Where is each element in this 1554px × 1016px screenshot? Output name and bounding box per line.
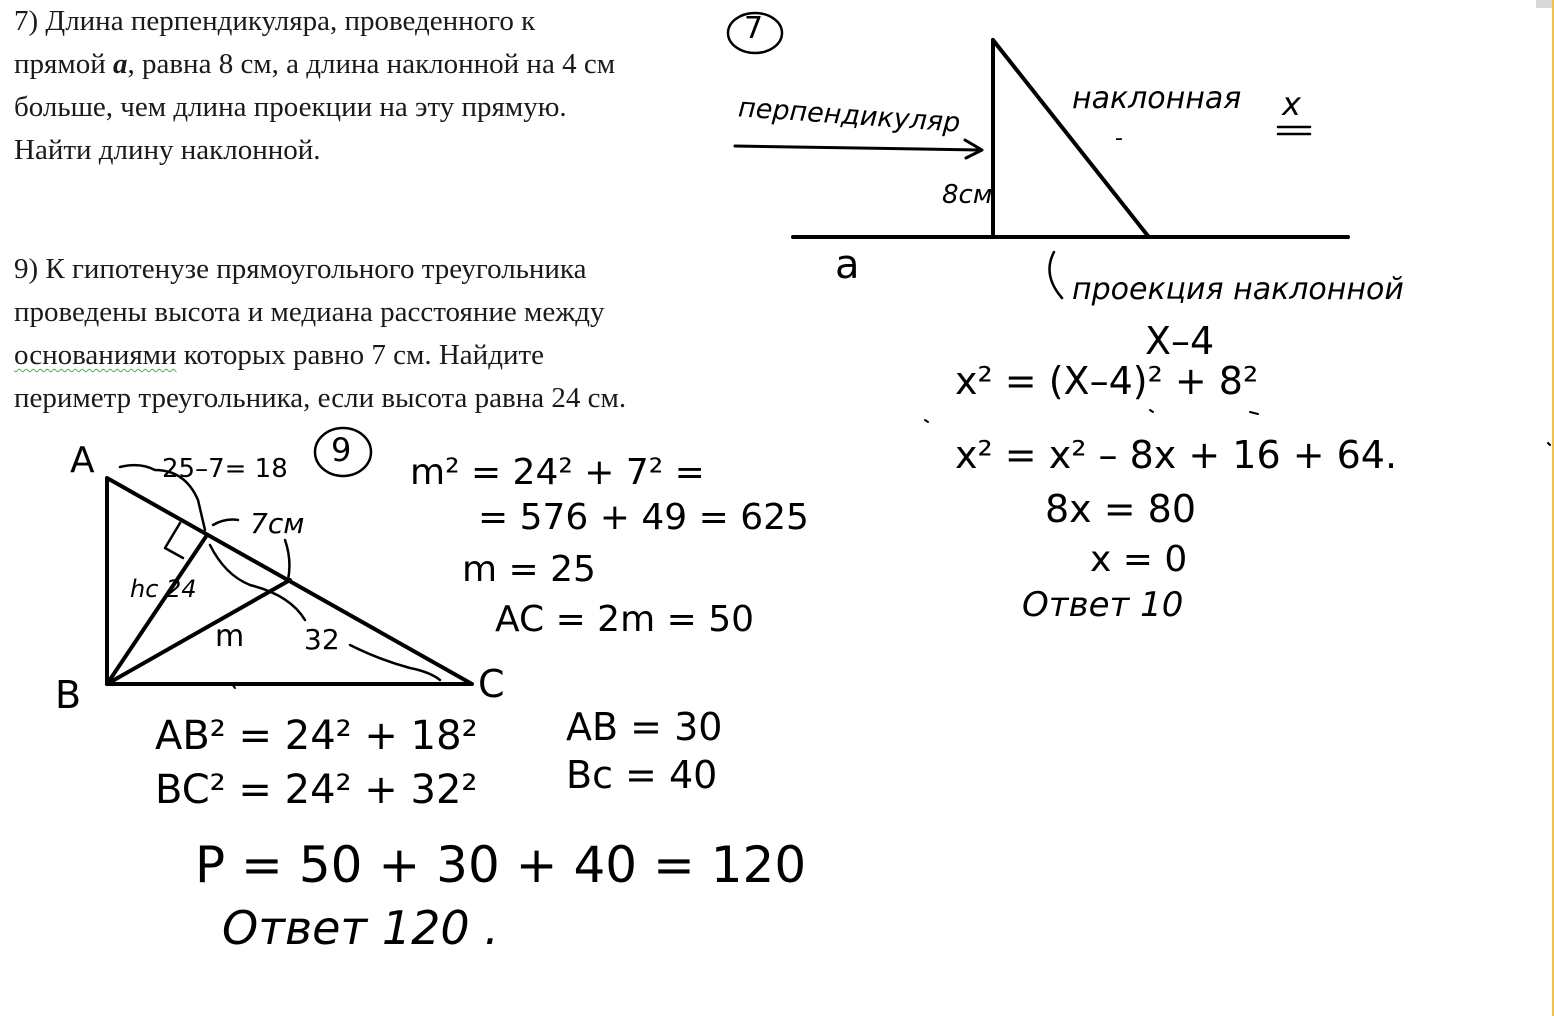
median-label: m — [215, 619, 245, 654]
answer-9: Ответ 120 . — [222, 901, 499, 955]
circle-9-label: 9 — [331, 431, 352, 469]
vertex-b-label: B — [55, 673, 82, 717]
problem-9-line-3b: которых равно 7 см. Найдите — [176, 339, 545, 371]
segment-7-label: 7см — [250, 507, 305, 540]
segment-18-label: 25–7= 18 — [162, 454, 288, 484]
equation-9-4: AC = 2m = 50 — [495, 599, 755, 640]
inclined-x-label: x — [1282, 85, 1301, 123]
bc-value: Bc = 40 — [566, 753, 718, 797]
line-a-handwritten: a — [835, 242, 860, 288]
equation-9-3: m = 25 — [462, 549, 596, 590]
inclined-segment — [993, 40, 1148, 236]
problem-7-line-1: 7) Длина перпендикуляра, проведенного к — [14, 5, 536, 37]
projection-label: проекция наклонной — [1072, 272, 1404, 307]
perimeter-equation: P = 50 + 30 + 40 = 120 — [195, 836, 807, 894]
perpendicular-arrow — [735, 140, 982, 158]
circle-7-label: 7 — [744, 11, 764, 46]
equation-7-2: x² = x² – 8x + 16 + 64. — [955, 433, 1398, 477]
problem-7-line-3: больше, чем длина проекции на эту прямую. — [14, 91, 567, 123]
x-double-underline — [1278, 127, 1310, 134]
eight-cm-label: 8см — [942, 180, 993, 210]
equation-7-1: x² = (X–4)² + 8² — [955, 359, 1259, 403]
equation-7-3: 8x = 80 — [1045, 487, 1197, 531]
dash-mark: - — [1115, 126, 1123, 151]
perpendicular-label: перпендикуляр — [737, 92, 962, 139]
answer-7: Ответ 10 — [1022, 585, 1184, 625]
problem-9-line-2: проведены высота и медиана расстояние между — [14, 296, 605, 328]
altitude-segment — [107, 535, 207, 684]
altitude-label: hc 24 — [130, 575, 197, 603]
vertex-c-label: C — [478, 662, 505, 706]
problem-9-line-1: 9) К гипотенузе прямоугольного треугольника — [14, 253, 587, 285]
problem-7-line-4: Найти длину наклонной. — [14, 134, 321, 166]
bc-equation: BC² = 24² + 32² — [155, 767, 478, 813]
projection-expression: X–4 — [1145, 319, 1215, 363]
problem-9-line-4: периметр треугольника, если высота равна 24 см. — [14, 382, 627, 414]
equation-9-2: = 576 + 49 = 625 — [478, 497, 809, 538]
spellcheck-word: основаниями — [14, 339, 177, 371]
ab-value: AB = 30 — [566, 705, 723, 749]
problem-7-line-2a: прямой — [14, 48, 113, 80]
inclined-label: наклонная — [1072, 81, 1242, 116]
ab-equation: AB² = 24² + 18² — [155, 713, 478, 759]
right-angle-mark — [165, 523, 183, 558]
vertex-a-label: A — [70, 440, 95, 481]
problem-7-line-2c: , равна 8 см, а длина наклонной на 4 см — [127, 48, 616, 80]
projection-brace — [1050, 252, 1063, 298]
equation-7-4: x = 0 — [1090, 539, 1188, 580]
line-a-label: a — [112, 48, 128, 80]
brace-32 — [350, 645, 440, 680]
segment-32-label: 32 — [304, 623, 340, 656]
equation-9-1: m² = 24² + 7² = — [410, 452, 705, 493]
